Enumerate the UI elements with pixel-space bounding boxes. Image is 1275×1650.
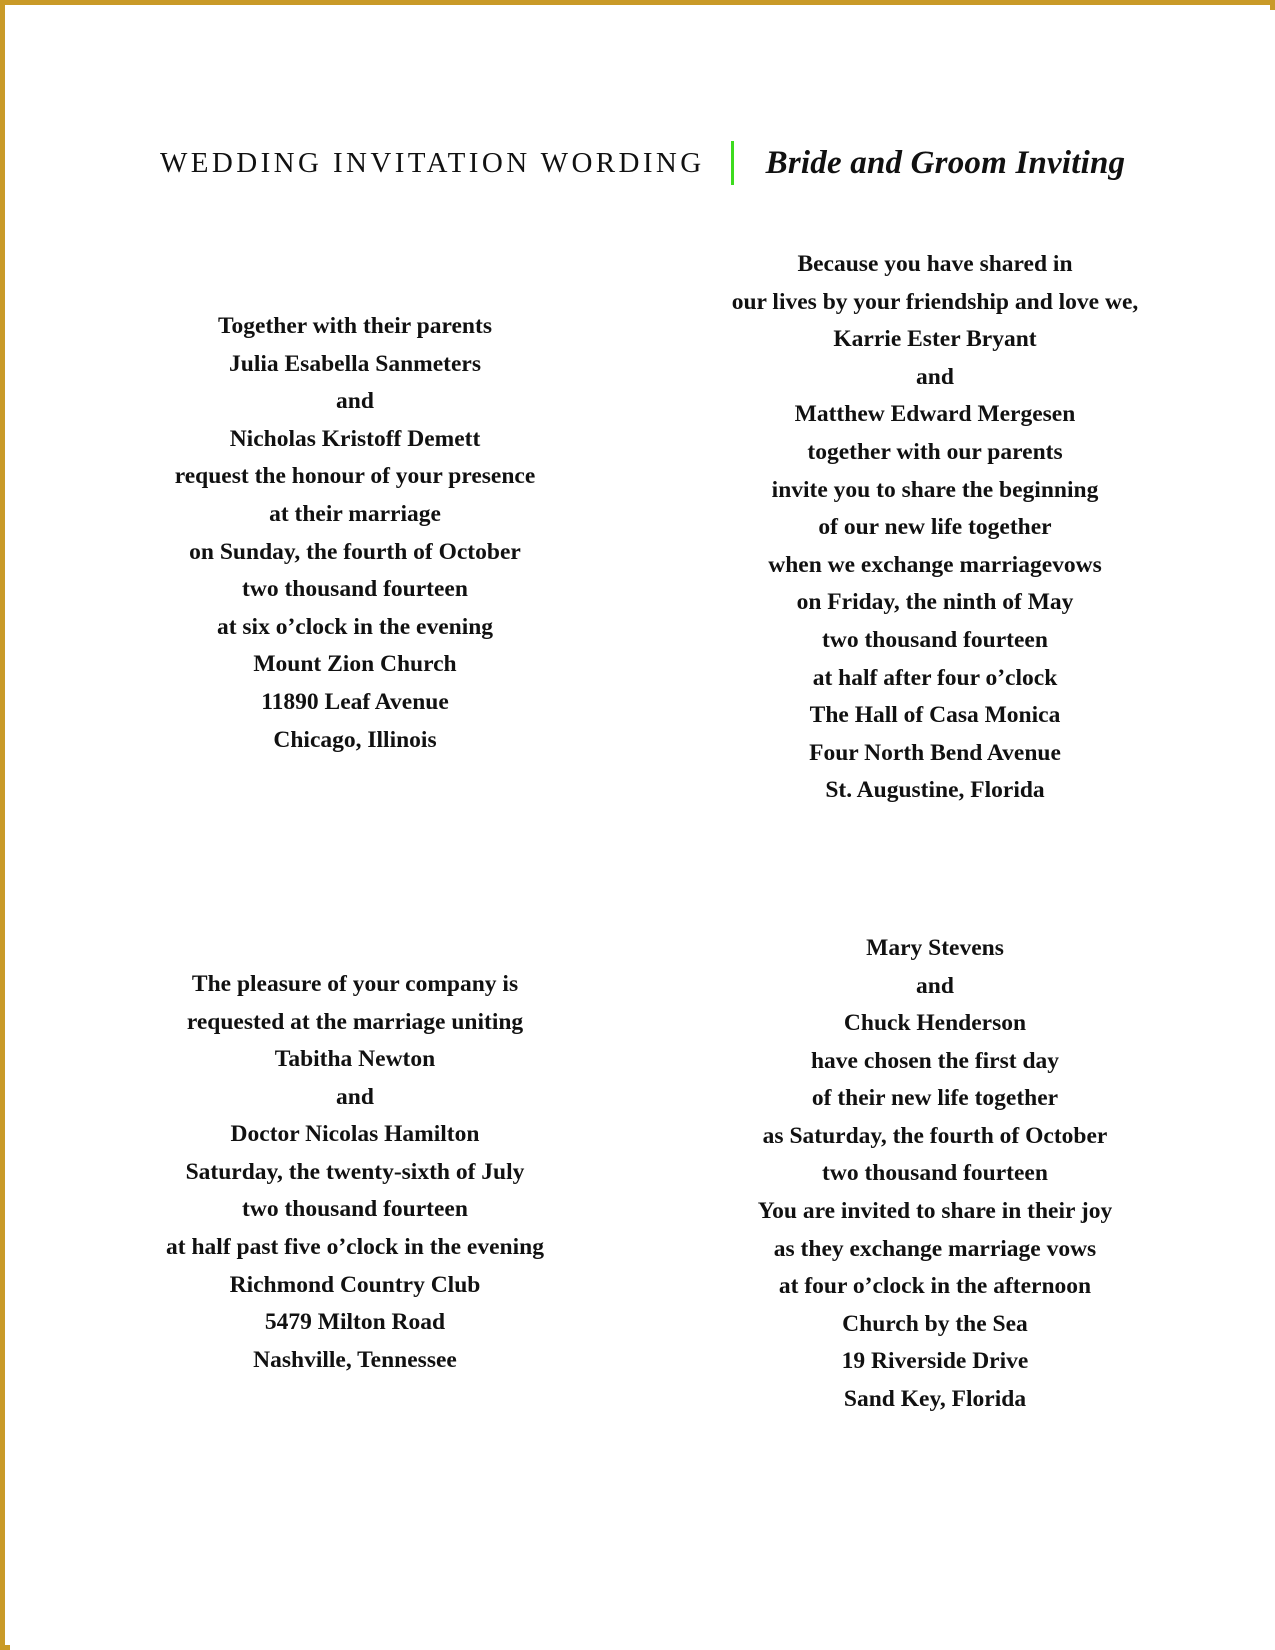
invitation-wording-block-1: [65, 246, 645, 810]
wording-line: have chosen the first day: [810, 1047, 1060, 1074]
wording-line: as they exchange marriage vows: [773, 1235, 1097, 1262]
wording-line: two thousand fourteen: [822, 626, 1048, 653]
wording-line: Because you have shared in: [797, 251, 1073, 277]
wording-row-top: [65, 246, 1225, 810]
wording-line: Richmond Country Club: [229, 1271, 481, 1298]
wording-line: Mount Zion Church: [253, 651, 457, 678]
wording-line: Church by the Sea: [842, 1310, 1028, 1337]
wording-line: and: [916, 972, 954, 999]
wording-line: Nashville, Tennessee: [253, 1346, 457, 1373]
wording-line: St. Augustine, Florida: [825, 777, 1045, 804]
wording-line: Together with their parents: [218, 313, 492, 339]
wording-row-bottom: [65, 930, 1225, 1419]
invitation-wording-block-2: [645, 246, 1225, 810]
page-title: WEDDING INVITATION WORDING: [160, 146, 705, 179]
wording-column-left-bottom: [65, 930, 645, 1419]
wording-line: Julia Esabella Sanmeters: [229, 350, 481, 377]
wording-column-right-bottom: [645, 930, 1225, 1419]
wording-line: on Sunday, the fourth of October: [189, 538, 521, 565]
wording-line: as Saturday, the fourth of October: [762, 1122, 1108, 1149]
invitation-wording-block-4: [645, 930, 1225, 1419]
wording-line: Saturday, the twenty-sixth of July: [185, 1158, 525, 1185]
wording-blocks-grid: [65, 246, 1225, 1419]
wording-line: Four North Bend Avenue: [809, 739, 1061, 766]
wording-line: You are invited to share in their joy: [757, 1198, 1113, 1225]
wording-line: when we exchange marriagevows: [768, 551, 1102, 578]
wording-line: at half past five o’clock in the evening: [166, 1234, 544, 1261]
wording-line: Tabitha Newton: [274, 1046, 436, 1073]
wording-line: Sand Key, Florida: [843, 1386, 1027, 1413]
wording-line: Chuck Henderson: [843, 1010, 1027, 1037]
wording-line: our lives by your friendship and love we,: [731, 288, 1139, 315]
wording-line: invite you to share the beginning: [771, 476, 1099, 503]
wording-line: together with our parents: [807, 438, 1063, 465]
page-subtitle: Bride and Groom Inviting: [765, 144, 1126, 181]
wording-column-right-top: [645, 246, 1225, 810]
wording-line: of our new life together: [818, 514, 1052, 541]
wording-line: and: [916, 363, 954, 390]
invitation-wording-block-3: [65, 930, 645, 1419]
page-content-area: [10, 10, 1275, 1650]
wording-line: on Friday, the ninth of May: [796, 589, 1074, 616]
wording-line: Mary Stevens: [866, 934, 1004, 961]
wording-line: Nicholas Kristoff Demett: [229, 425, 481, 452]
wording-line: and: [336, 388, 374, 415]
wording-line: two thousand fourteen: [242, 1196, 468, 1223]
wording-line: 11890 Leaf Avenue: [261, 688, 449, 715]
wording-line: at their marriage: [269, 500, 441, 527]
wording-line: requested at the marriage uniting: [186, 1008, 524, 1035]
wording-line: Karrie Ester Bryant: [833, 326, 1037, 353]
wording-column-left-top: [65, 246, 645, 810]
wording-line: The pleasure of your company is: [191, 970, 519, 997]
wording-line: 5479 Milton Road: [264, 1309, 446, 1336]
wording-line: Chicago, Illinois: [273, 726, 437, 753]
wording-line: Doctor Nicolas Hamilton: [230, 1121, 480, 1148]
wording-line: of their new life together: [811, 1085, 1059, 1112]
wording-line: The Hall of Casa Monica: [809, 702, 1061, 729]
wording-line: at six o’clock in the evening: [216, 613, 494, 640]
wording-line: at half after four o’clock: [812, 664, 1058, 691]
wording-line: two thousand fourteen: [822, 1160, 1048, 1187]
wording-line: 19 Riverside Drive: [841, 1348, 1029, 1375]
wording-line: two thousand fourteen: [242, 576, 468, 603]
page-header: [160, 136, 1126, 190]
wording-line: request the honour of your presence: [174, 463, 536, 490]
wording-line: at four o’clock in the afternoon: [778, 1273, 1092, 1300]
wording-line: Matthew Edward Mergesen: [794, 401, 1076, 428]
wording-line: and: [336, 1083, 374, 1110]
